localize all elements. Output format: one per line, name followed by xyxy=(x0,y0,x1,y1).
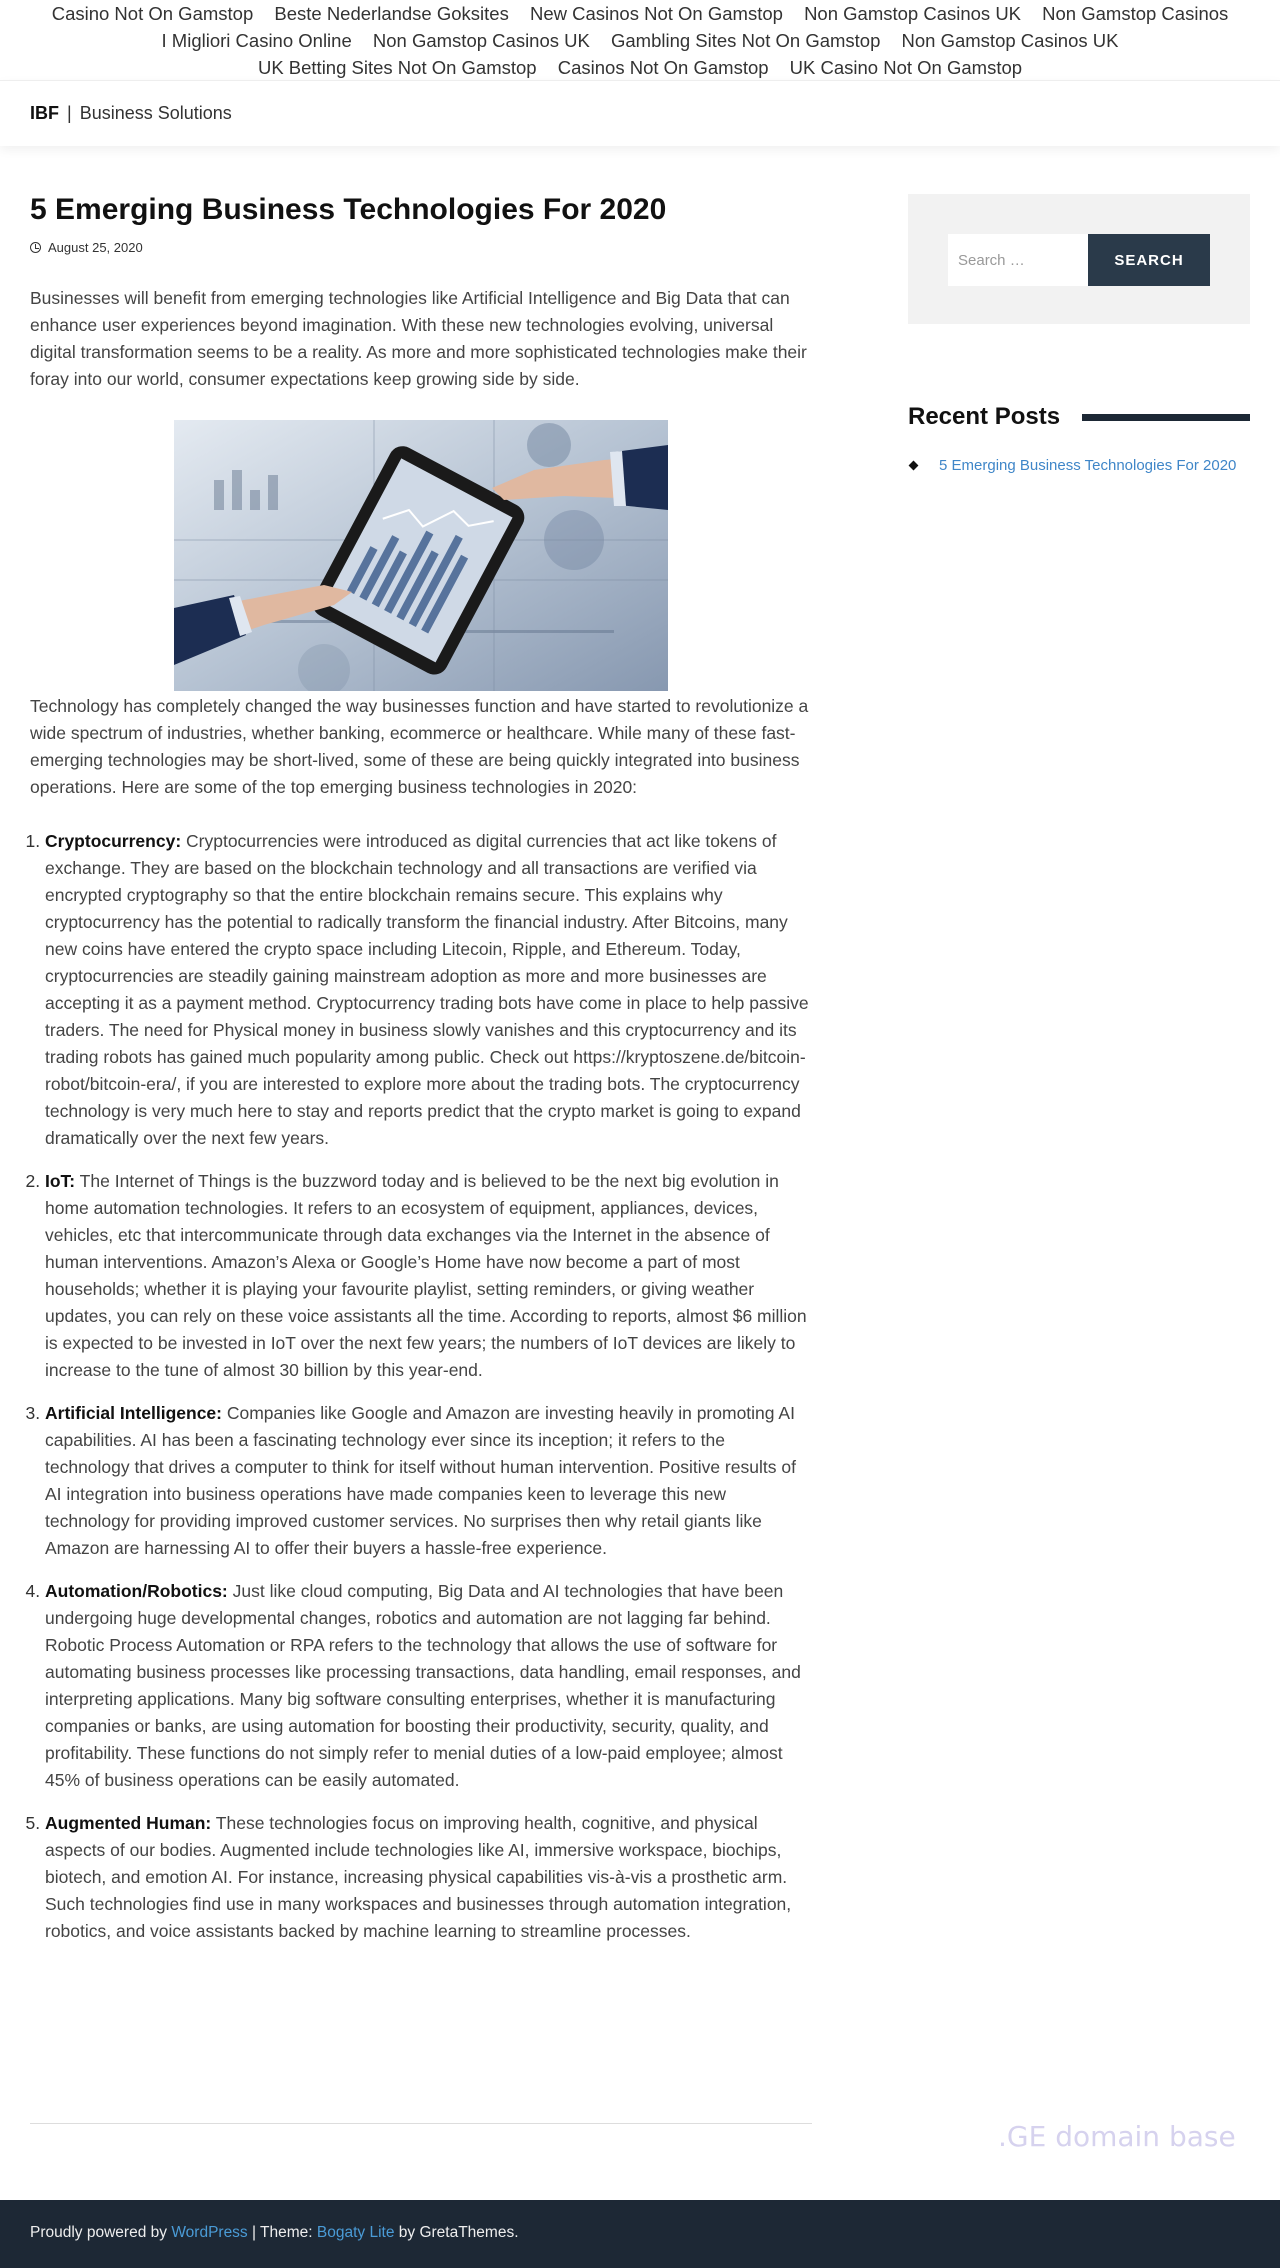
post-intro: Businesses will benefit from emerging technologies like Artificial Intelligence and Big Data that can enhance user experiences beyond imagination. With these new technologies evolving, universal digital transformation seems to be a reality. As more and more sophisticated technologies make their foray into our world, consumer expectations keep growing side by side. xyxy=(30,288,807,389)
post-date[interactable]: August 25, 2020 xyxy=(48,240,143,255)
content-divider xyxy=(30,2123,812,2124)
list-item-title: Cryptocurrency: xyxy=(45,831,182,851)
site-branding xyxy=(30,103,232,124)
list-item xyxy=(45,828,812,1152)
search-input[interactable] xyxy=(948,234,1088,286)
clock-icon xyxy=(30,242,41,253)
site-tagline: Business Solutions xyxy=(79,103,232,123)
top-link[interactable]: Casinos Not On Gamstop xyxy=(557,57,769,78)
top-link[interactable]: UK Betting Sites Not On Gamstop xyxy=(257,57,537,78)
list-item xyxy=(45,1168,812,1384)
footer-prefix: Proudly powered by xyxy=(30,2224,172,2241)
recent-post-item xyxy=(908,454,1250,478)
list-item-text: Companies like Google and Amazon are investing heavily in promoting AI capabilities. AI has been a fascinating technology ever since its inception; it refers to the technology that drives a computer to think for itself without human intervention. Positive results of AI integration into business operations have made companies keen to leverage this new technology for providing improved customer services. No surprises then why retail giants like Amazon are harnessing AI to offer their buyers a hassle-free experience. xyxy=(45,1403,796,1558)
list-item-title: Augmented Human: xyxy=(45,1813,212,1833)
list-item-text: These technologies focus on improving health, cognitive, and physical aspects of our bodies. Augmented include technologies like AI, immersive workspace, biochips, biotech, and emotion AI. For instance, increasing physical capabilities vis-à-vis a prosthetic arm. Such technologies find use in many workspaces and businesses through automation integration, robotics, and voice assistants backed by machine learning to streamline processes. xyxy=(45,1813,792,1941)
list-item-text: The Internet of Things is the buzzword today and is believed to be the next big evolution in home automation technologies. It refers to an ecosystem of equipment, appliances, devices, vehicles, etc that intercommunicate through data exchanges via the Internet in the absence of human interventions. Amazon’s Alexa or Google’s Home have now become a part of most households; whether it is playing your favourite playlist, setting reminders, or giving weather updates, you can rely on these voice assistants all the time. According to reports, almost $6 million is expected to be invested in IoT over the next few years; the numbers of IoT devices are likely to increase to the tune of almost 30 billion by this year-end. xyxy=(45,1171,807,1380)
diamond-bullet-icon xyxy=(909,460,919,470)
list-item-text: Cryptocurrencies were introduced as digital currencies that act like tokens of exchange. They are based on the blockchain technology and all transactions are verified via encrypted cryptography so that the entire blockchain remains secure. This explains why cryptocurrency has the potential to radically transform the financial industry. After Bitcoins, many new coins have entered the crypto space including Litecoin, Ripple, and Ethereum. Today, cryptocurrencies are steadily gaining mainstream adoption as more and more businesses are accepting it as a payment method. Cryptocurrency trading bots have come in place to help passive traders. The need for Physical money in business slowly vanishes and this cryptocurrency and its trading robots has gained much popularity among public. Check out https://kryptoszene.de/bitcoin-robot/bitcoin-era/, if you are interested to explore more about the trading bots. The cryptocurrency technology is very much here to stay and reports predict that the crypto market is going to expand dramatically over the next few years. xyxy=(45,831,809,1148)
wordpress-link[interactable]: WordPress xyxy=(171,2224,248,2241)
hero-image-tablet xyxy=(174,420,668,691)
main-content xyxy=(30,190,812,1961)
list-item xyxy=(45,1578,812,1794)
top-link[interactable]: Non Gamstop Casinos UK xyxy=(804,3,1022,24)
footer-credits xyxy=(30,2224,519,2242)
footer-suffix: by GretaThemes. xyxy=(394,2224,519,2241)
theme-link[interactable]: Bogaty Lite xyxy=(316,2224,395,2241)
top-link[interactable]: New Casinos Not On Gamstop xyxy=(529,3,783,24)
list-item-title: Automation/Robotics: xyxy=(45,1581,228,1601)
technology-list xyxy=(30,828,812,1945)
list-item xyxy=(45,1400,812,1562)
list-item-text: Just like cloud computing, Big Data and AI technologies that have been undergoing huge developmental changes, robotics and automation are not lagging far behind. Robotic Process Automation or RPA refers to the technology that allows the use of software for automating business processes like processing transactions, data handling, email responses, and interpreting applications. Many big software consulting enterprises, whether it is manufacturing companies or banks, are using automation for boosting their productivity, security, quality, and profitability. These functions do not simply refer to menial duties of a low-paid employee; almost 45% of business operations can be easily automated. xyxy=(45,1581,801,1790)
top-links-bar xyxy=(0,0,1280,81)
search-button[interactable]: SEARCH xyxy=(1088,234,1210,286)
search-widget xyxy=(908,194,1250,324)
brand-separator: | xyxy=(67,103,72,123)
list-item xyxy=(45,1810,812,1945)
post-meta xyxy=(30,240,812,255)
post-title: 5 Emerging Business Technologies For 2020 xyxy=(30,193,667,226)
top-link[interactable]: Casino Not On Gamstop xyxy=(51,3,254,24)
hero-illustration xyxy=(174,420,668,691)
top-link[interactable]: Non Gamstop Casinos UK xyxy=(372,30,590,51)
top-link[interactable]: Non Gamstop Casinos UK xyxy=(901,30,1119,51)
domain-watermark: .GE domain base xyxy=(998,2120,1236,2153)
list-item-title: Artificial Intelligence: xyxy=(45,1403,222,1423)
list-item-title: IoT: xyxy=(45,1171,76,1191)
top-link[interactable]: Non Gamstop Casinos xyxy=(1042,3,1229,24)
top-link[interactable]: Gambling Sites Not On Gamstop xyxy=(610,30,881,51)
top-link[interactable]: UK Casino Not On Gamstop xyxy=(789,57,1023,78)
site-logo[interactable]: IBF xyxy=(30,103,59,123)
heading-bar xyxy=(1082,414,1250,421)
post-article xyxy=(30,190,812,1945)
recent-posts-heading xyxy=(908,400,1250,434)
recent-posts-title: Recent Posts xyxy=(908,403,1061,430)
post-paragraph: Technology has completely changed the way businesses function and have started to revolutionize a wide spectrum of industries, whether banking, ecommerce or healthcare. While many of these fast-emerging technologies may be short-lived, some of these are being quickly integrated into business operations. Here are some of the top emerging business technologies in 2020: xyxy=(30,696,809,797)
site-header xyxy=(0,80,1280,146)
recent-post-link[interactable]: 5 Emerging Business Technologies For 2020 xyxy=(939,457,1237,474)
top-link[interactable]: I Migliori Casino Online xyxy=(161,30,352,51)
footer-middle: | Theme: xyxy=(247,2224,317,2241)
site-footer xyxy=(0,2200,1280,2268)
recent-posts-list xyxy=(908,454,1250,478)
top-link[interactable]: Beste Nederlandse Goksites xyxy=(274,3,509,24)
hero-image-wrapper xyxy=(30,420,812,691)
